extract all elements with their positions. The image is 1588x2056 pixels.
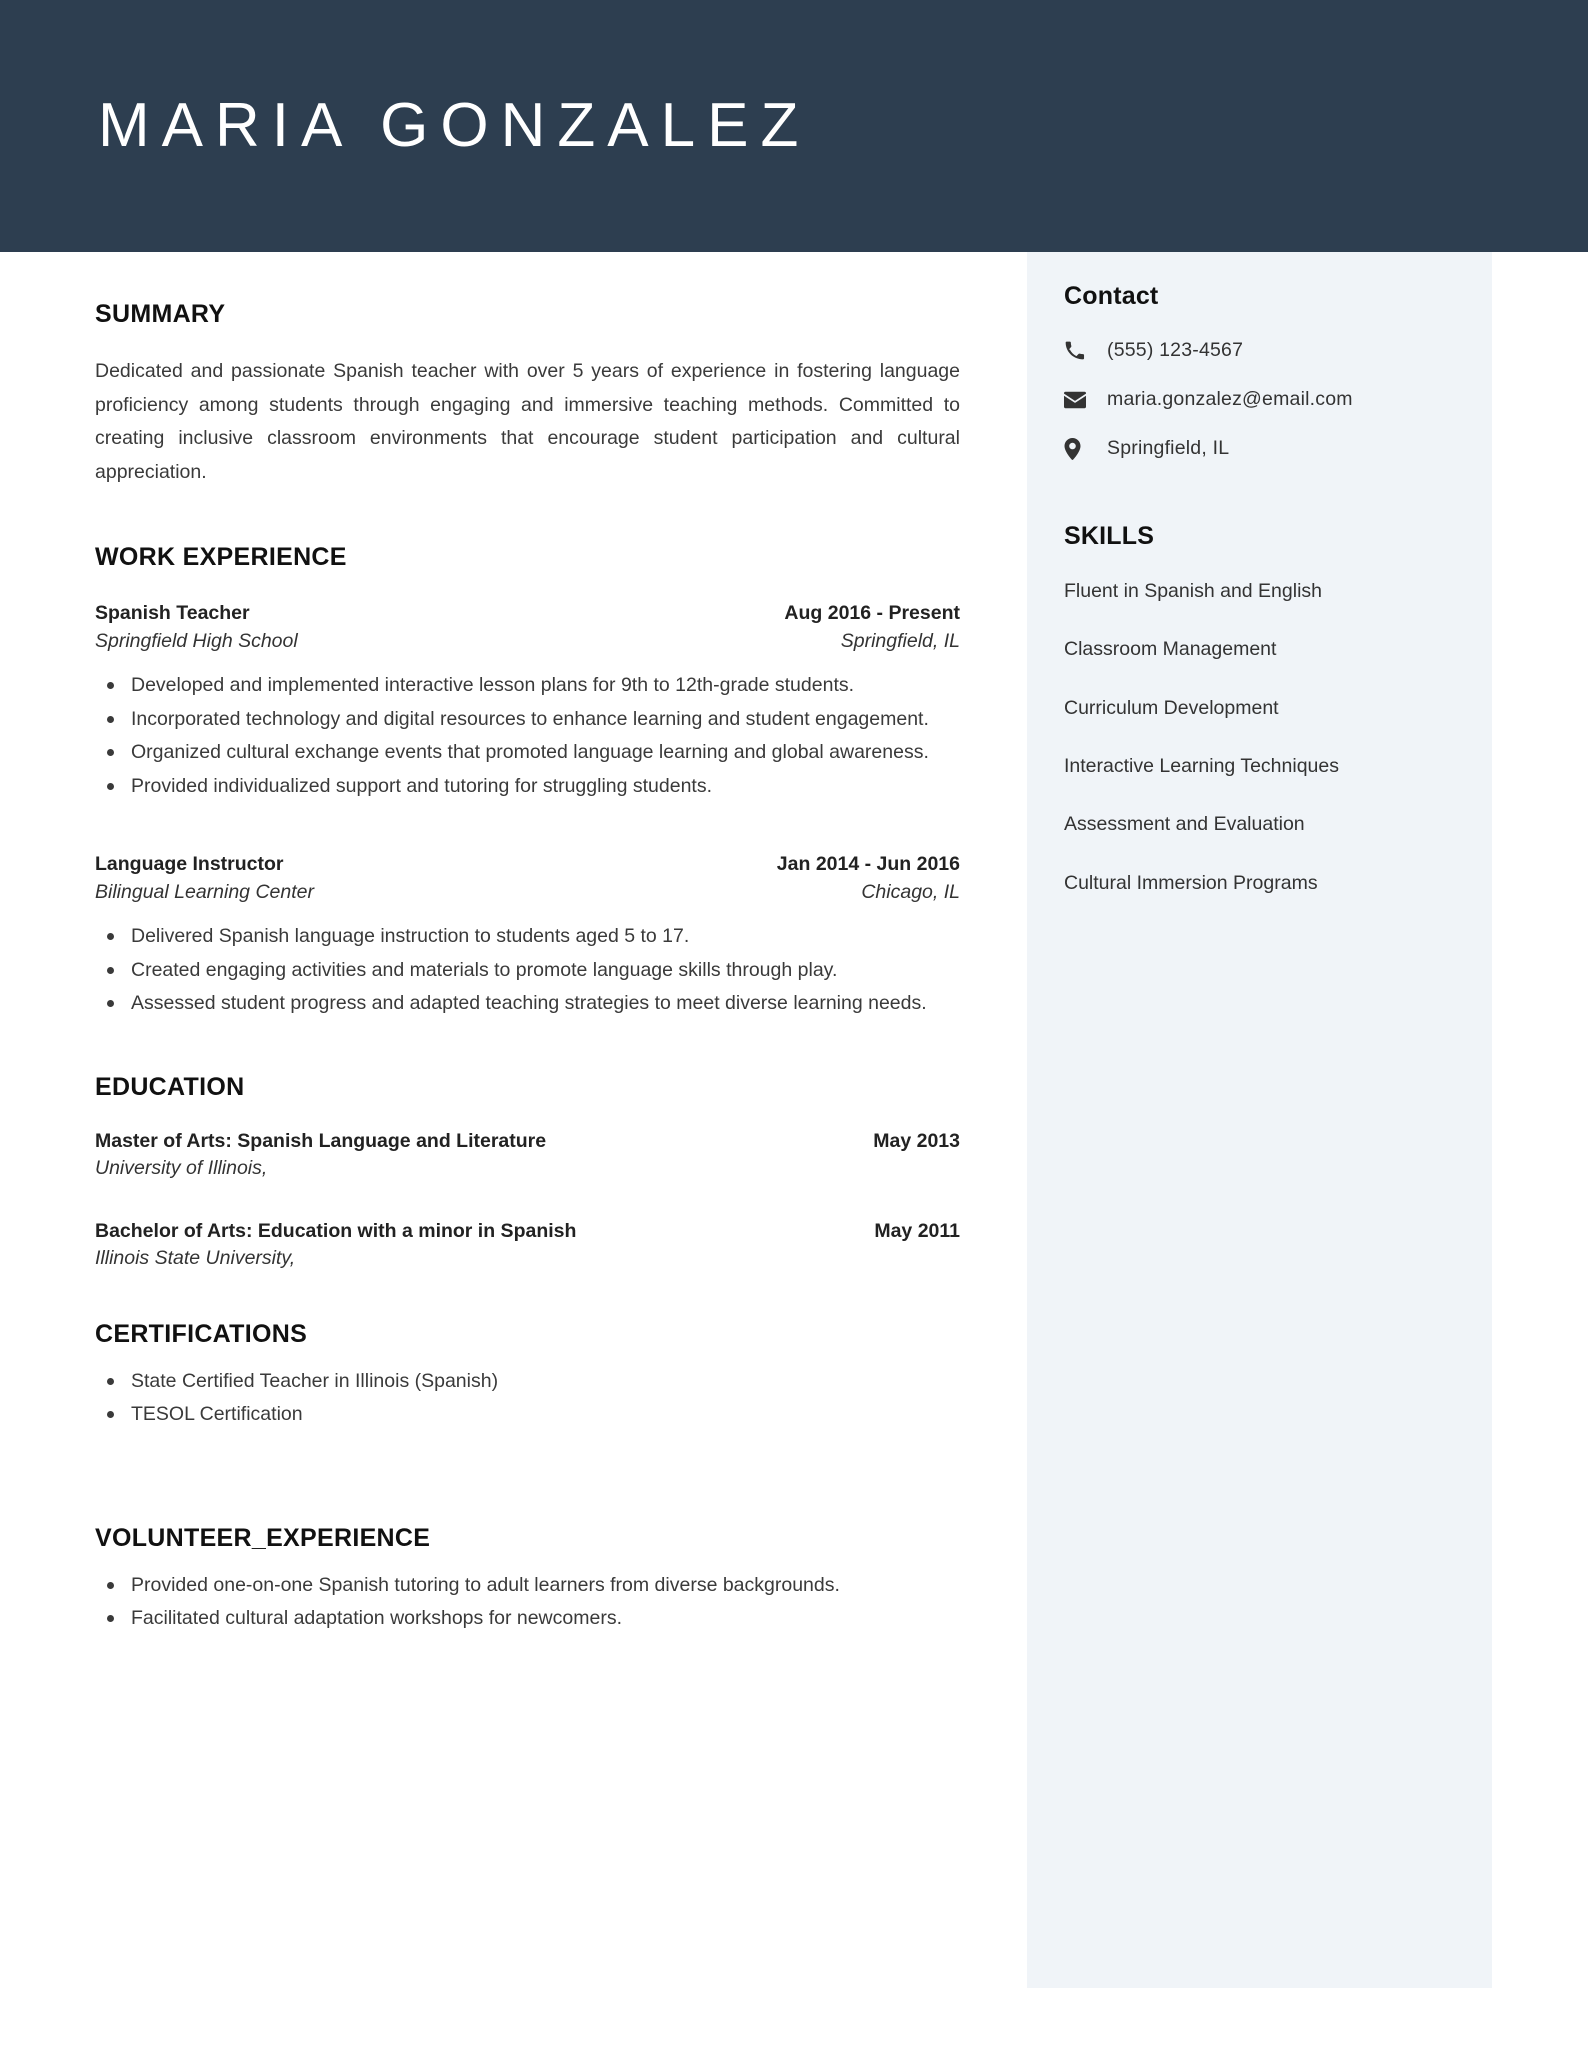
work-entry xyxy=(95,853,960,1021)
job-bullet: Assessed student progress and adapted teaching strategies to meet diverse learning needs. xyxy=(131,987,960,1021)
section-summary xyxy=(95,300,960,489)
job-bullet: Organized cultural exchange events that promoted language learning and global awareness. xyxy=(131,736,960,770)
main-column xyxy=(95,252,960,1636)
work-entry-subheader xyxy=(95,630,960,653)
section-certifications xyxy=(95,1320,960,1432)
education-heading: EDUCATION xyxy=(95,1072,245,1101)
job-bullet: Provided individualized support and tutoring for struggling students. xyxy=(131,770,960,804)
contact-list xyxy=(1064,339,1452,460)
job-title: Language Instructor xyxy=(95,853,284,876)
phone-number: (555) 123-4567 xyxy=(1107,339,1244,361)
degree-title: Master of Arts: Spanish Language and Literature xyxy=(95,1129,547,1152)
sidebar xyxy=(1027,252,1492,1988)
map-pin-icon xyxy=(1064,438,1094,460)
education-entry xyxy=(95,1130,960,1180)
section-education xyxy=(95,1073,960,1270)
work-entry-header xyxy=(95,853,960,876)
volunteer-item: Facilitated cultural adaptation workshops for newcomers. xyxy=(131,1602,960,1636)
contact-email[interactable] xyxy=(1064,388,1452,411)
skills-heading: SKILLS xyxy=(1064,522,1155,550)
job-bullet: Developed and implemented interactive lesson plans for 9th to 12th-grade students. xyxy=(131,669,960,703)
job-bullet: Created engaging activities and materials to promote language skills through play. xyxy=(131,954,960,988)
degree-title: Bachelor of Arts: Education with a minor in Spanish xyxy=(95,1219,577,1242)
email-address: maria.gonzalez@email.com xyxy=(1107,388,1353,410)
degree-date: May 2011 xyxy=(874,1219,960,1242)
work-entry xyxy=(95,602,960,803)
location-text: Springfield, IL xyxy=(1107,437,1230,459)
job-organization: Bilingual Learning Center xyxy=(95,881,314,904)
job-title: Spanish Teacher xyxy=(95,602,250,625)
job-location: Springfield, IL xyxy=(840,630,960,653)
volunteer-experience-heading: VOLUNTEER_EXPERIENCE xyxy=(95,1523,431,1552)
job-bullet-list xyxy=(95,920,960,1021)
contact-location[interactable] xyxy=(1064,437,1452,460)
education-entry-header xyxy=(95,1130,960,1153)
job-dates: Jan 2014 - Jun 2016 xyxy=(776,853,960,876)
candidate-name: MARIA GONZALEZ xyxy=(98,91,811,160)
skill-item: Curriculum Development xyxy=(1064,696,1279,719)
contact-phone[interactable] xyxy=(1064,339,1452,362)
certifications-list xyxy=(95,1365,960,1432)
section-volunteer-experience xyxy=(95,1524,960,1636)
skills-list xyxy=(1064,579,1452,896)
job-organization: Springfield High School xyxy=(95,630,298,653)
education-entry-header xyxy=(95,1220,960,1243)
job-location: Chicago, IL xyxy=(861,881,960,904)
certifications-heading: CERTIFICATIONS xyxy=(95,1319,308,1348)
skill-item: Classroom Management xyxy=(1064,638,1277,661)
school-name: Illinois State University, xyxy=(95,1246,296,1269)
degree-date: May 2013 xyxy=(873,1129,960,1152)
job-bullet: Delivered Spanish language instruction to students aged 5 to 17. xyxy=(131,920,960,954)
volunteer-item: Provided one-on-one Spanish tutoring to adult learners from diverse backgrounds. xyxy=(131,1569,960,1603)
resume-header xyxy=(0,0,1588,252)
certification-item: State Certified Teacher in Illinois (Spanish) xyxy=(131,1365,960,1399)
work-entry-header xyxy=(95,602,960,625)
job-dates: Aug 2016 - Present xyxy=(784,602,960,625)
skill-item: Cultural Immersion Programs xyxy=(1064,871,1318,894)
section-work-experience xyxy=(95,543,960,1021)
skill-item: Interactive Learning Techniques xyxy=(1064,755,1339,778)
certification-item: TESOL Certification xyxy=(131,1398,960,1432)
summary-heading: SUMMARY xyxy=(95,300,226,328)
education-entry xyxy=(95,1220,960,1270)
job-bullet-list xyxy=(95,669,960,803)
contact-heading: Contact xyxy=(1064,282,1159,310)
phone-icon xyxy=(1064,340,1094,361)
volunteer-list xyxy=(95,1569,960,1636)
school-name: University of Illinois, xyxy=(95,1156,268,1179)
work-entry-subheader xyxy=(95,881,960,904)
envelope-icon xyxy=(1064,389,1094,411)
job-bullet: Incorporated technology and digital resources to enhance learning and student engagement. xyxy=(131,703,960,737)
summary-text: Dedicated and passionate Spanish teacher with over 5 years of experience in fostering language proficiency among students through engaging and immersive teaching methods. Committed to creating inclusive classroom environments that encourage student participation and cultural appreciation. xyxy=(95,360,960,483)
skill-item: Assessment and Evaluation xyxy=(1064,813,1305,836)
resume-body xyxy=(0,252,1588,2056)
work-experience-heading: WORK EXPERIENCE xyxy=(95,543,347,572)
skill-item: Fluent in Spanish and English xyxy=(1064,580,1323,602)
